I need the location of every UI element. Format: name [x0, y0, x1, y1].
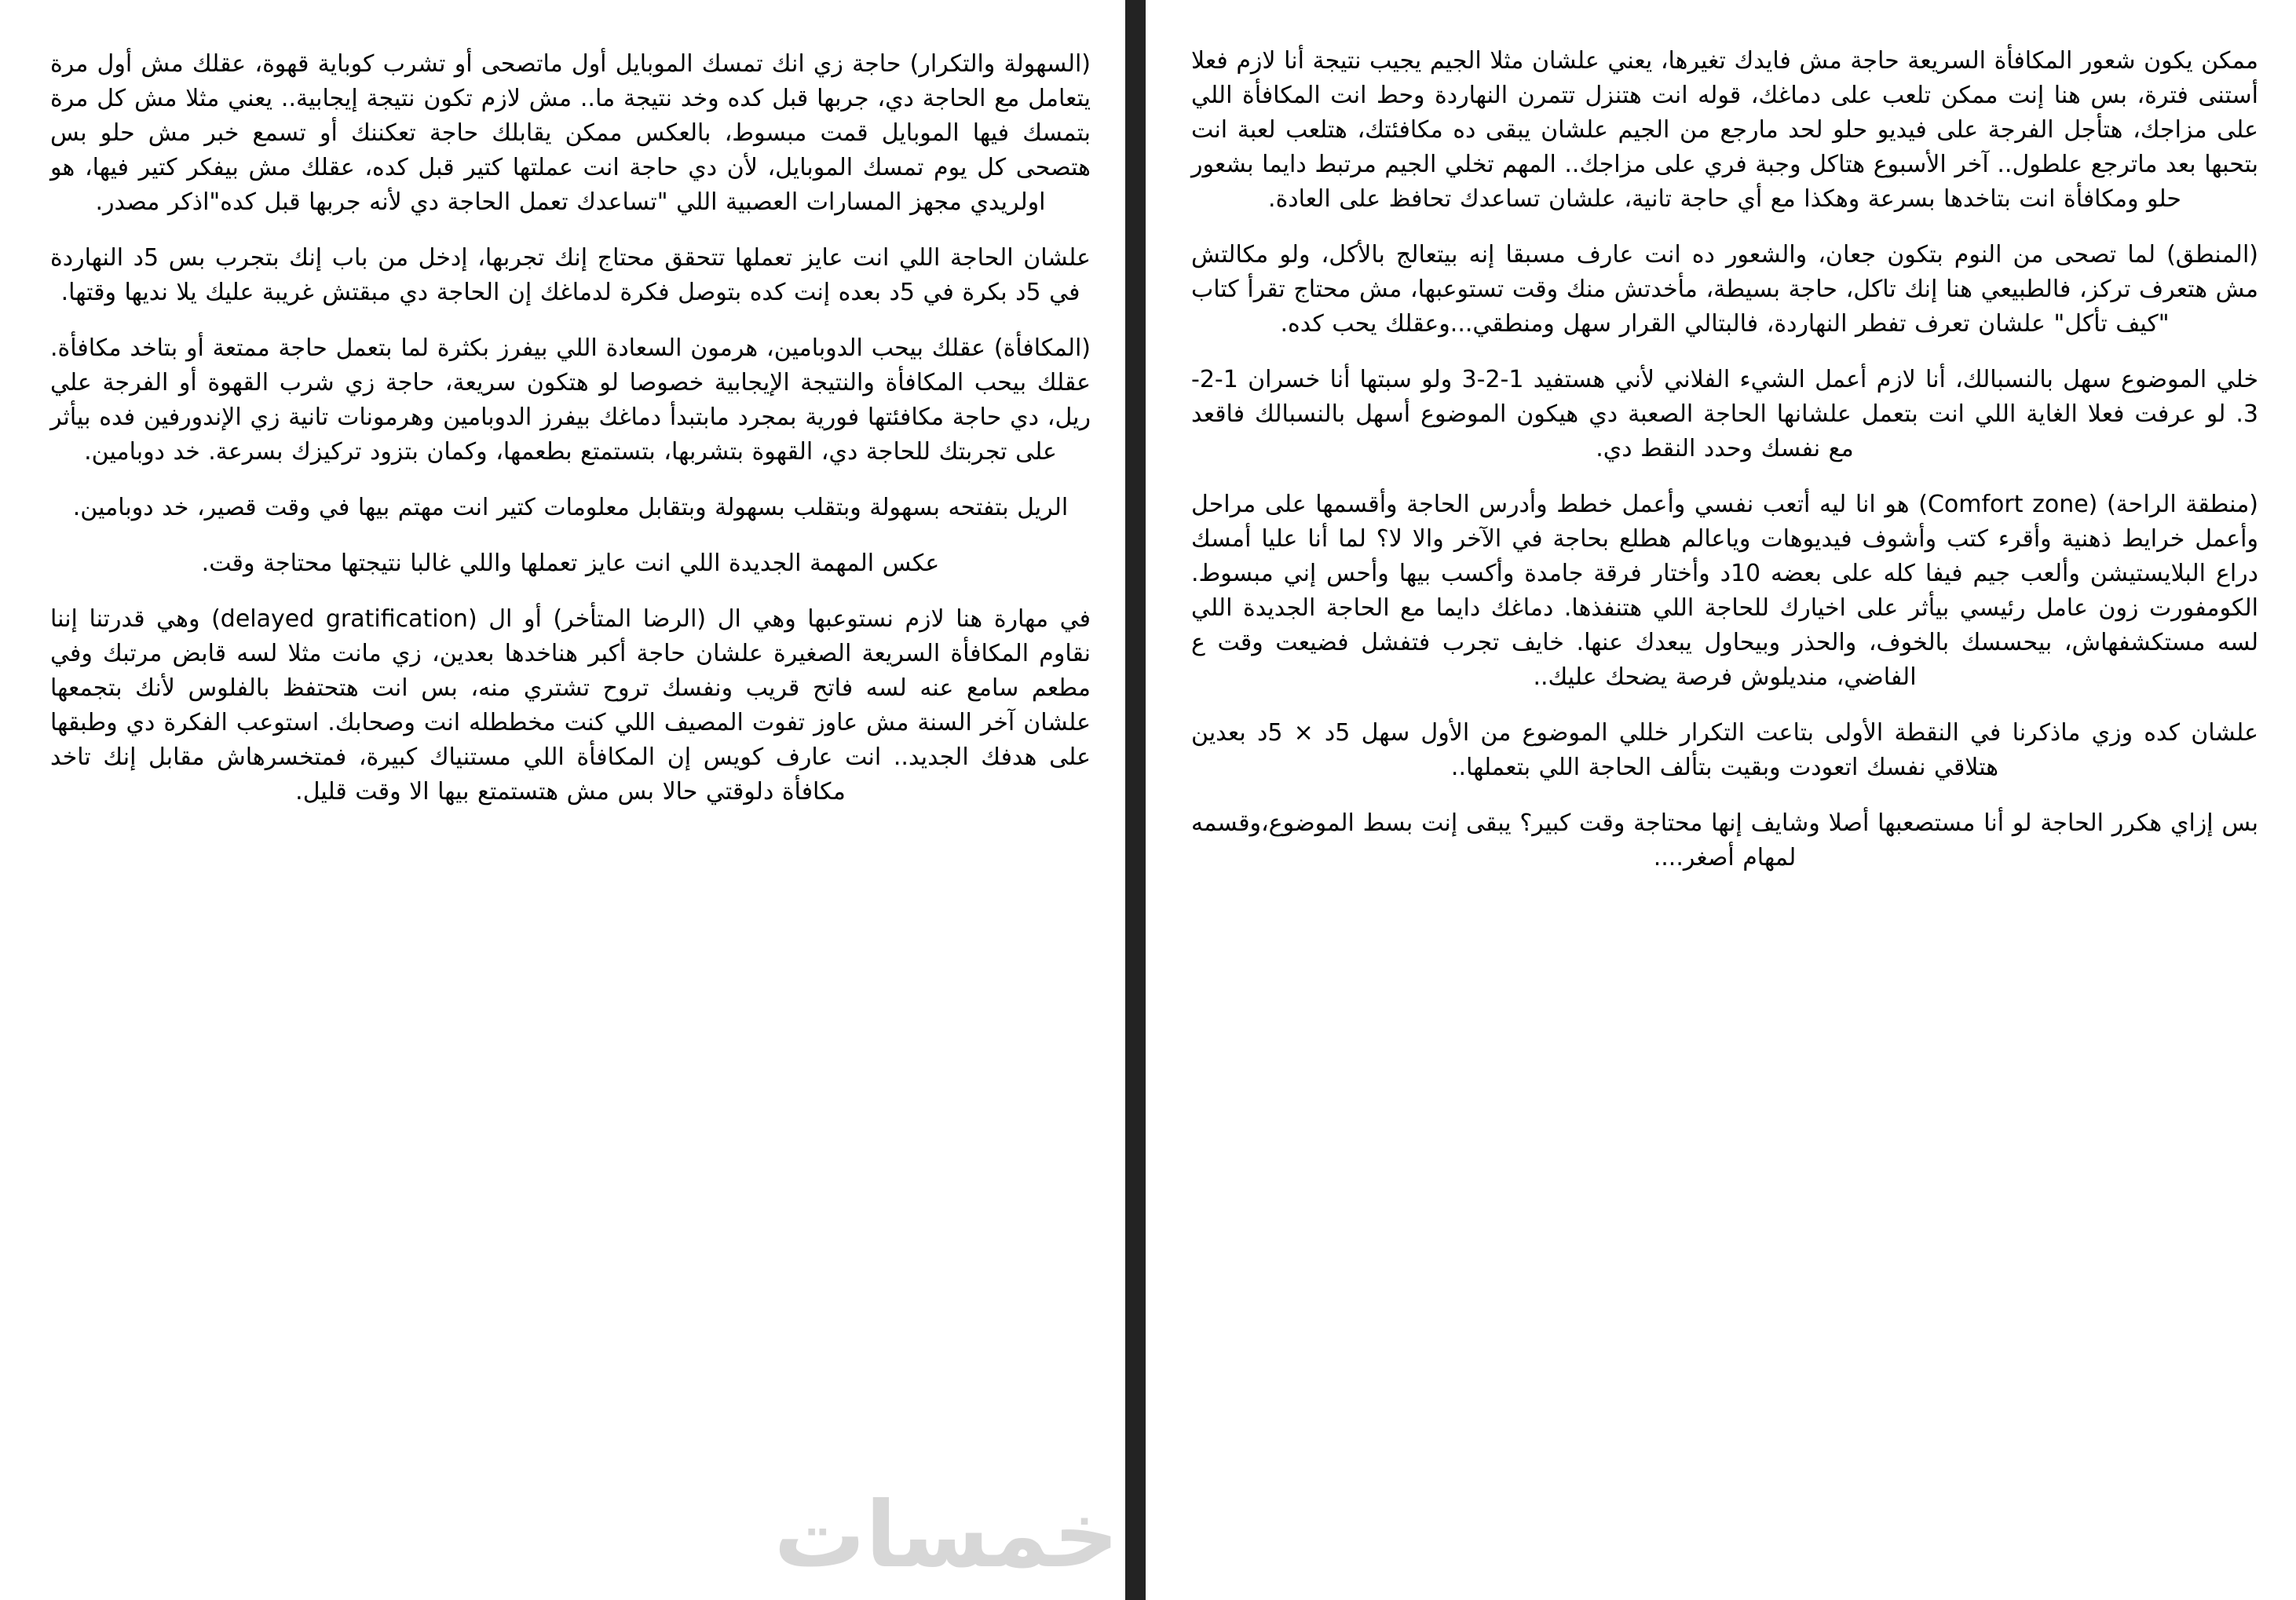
right-page-paragraph-1: ممكن يكون شعور المكافأة السريعة حاجة مش فايدك تغيرها، يعني علشان مثلا الجيم يجيب نتيجة أنا لازم فعلا أستنى فترة، بس هنا إنت ممكن تلعب على دماغك، قوله انت هتنزل تتمرن النهاردة وحط انت المكافأة اللي على مزاجك، هتأجل الفرجة على فيديو حلو لحد مارجع من الجيم علشان يبقى ده مكافئتك، هتلعب لعبة انت بتحبها بعد ماترجع علطول.. آخر الأسبوع هتاكل وجبة فري على مزاجك.. المهم تخلي الجيم مرتبط دايما بشعور حلو ومكافأة انت بتاخدها بسرعة وهكذا مع أي حاجة تانية، علشان تساعدك تحافظ على العادة.: [1191, 47, 2258, 213]
left-page-paragraph-2: علشان الحاجة اللي انت عايز تعملها تتحقق محتاج إنك تجربها، إدخل من باب إنك بتجرب بس 5د النهاردة في 5د بكرة في 5د بعده إنت كده بتوصل فكرة لدماغك إن الحاجة دي مبقتش غريبة عليك يلا نديها وقتها.: [50, 244, 1091, 306]
khamsat-watermark: خمسات: [773, 1482, 1119, 1588]
right-page-paragraph-2: (المنطق) لما تصحى من النوم بتكون جعان، والشعور ده انت عارف مسبقا إنه بيتعالج بالأكل، ولو مكالتش مش هتعرف تركز، فالطبيعي هنا إنك تاكل، حاجة بسيطة، مأخدتش منك وقت تستوعبها، مش محتاج تقرأ كتاب "كيف تأكل" علشان تعرف تفطر النهاردة، فالبتالي القرار سهل ومنطقي...وعقلك يحب كده.: [1191, 241, 2258, 338]
right-page: [1146, 0, 2296, 897]
right-page-paragraph-3: خلي الموضوع سهل بالنسبالك، أنا لازم أعمل الشيء الفلاني لأني هستفيد 1-2-3 ولو سبتها أنا خسران 1-2-3. لو عرفت فعلا الغاية اللي انت بتعمل علشانها الحاجة الصعبة دي هيكون الموضوع أسهل بالنسبالك فاقعد مع نفسك وحدد النقط دي.: [1191, 366, 2258, 462]
left-page-paragraph-5: عكس المهمة الجديدة اللي انت عايز تعملها واللي غالبا نتيجتها محتاجة وقت.: [201, 550, 940, 577]
right-page-paragraph-4: (منطقة الراحة) (Comfort zone) هو انا ليه أتعب نفسي وأعمل خطط وأدرس الحاجة وأقسمها على مراحل وأعمل خرايط ذهنية وأقرء كتب وأشوف فيديوهات وياعالم هطلع بحاجة في الآخر والا لا؟ لما أنا عليا أمسك دراع البلايستيشن وألعب جيم فيفا كله على بعضه 10د وأختار فرقة جامدة وأكسب بيها وأحس إني مبسوط. الكومفورت زون عامل رئيسي بيأثر على اخيارك للحاجة اللي هتنفذها. دماغك دايما مع الحاجة الجديدة اللي لسه مستكشفهاش، بيحسسك بالخوف، والحذر وبيحاول يبعدك عنها. خايف تجرب فتفشل فضيعت وقت ع الفاضي، منديلوش فرصة يضحك عليك..: [1191, 491, 2258, 691]
page-divider: [1125, 0, 1146, 1600]
left-page-paragraph-4: الريل بتفتحه بسهولة وبتقلب بسهولة وبتقابل معلومات كتير انت مهتم بيها في وقت قصير، خد دوبامين.: [72, 494, 1069, 521]
right-page-paragraph-6: بس إزاي هكرر الحاجة لو أنا مستصعبها أصلا وشايف إنها محتاجة وقت كبير؟ يبقى إنت بسط الموضوع،وقسمه لمهام أصغر....: [1191, 809, 2258, 871]
left-page-paragraph-1: (السهولة والتكرار) حاجة زي انك تمسك الموبايل أول ماتصحى أو تشرب كوباية قهوة، عقلك مش أول مرة يتعامل مع الحاجة دي، جربها قبل كده وخد نتيجة ما.. مش لازم تكون نتيجة إيجابية.. يعني مثلا مش كل مرة بتمسك فيها الموبايل قمت مبسوط، بالعكس ممكن يقابلك حاجة تعكننك أو تسمع خبر مش حلو بس هتصحى كل يوم تمسك الموبايل، لأن دي حاجة انت عملتها كتير قبل كده، عقلك مش بيفكر كتير فيها، هو اولريدي مجهز المسارات العصبية اللي "تساعدك تعمل الحاجة دي لأنه جربها قبل كده"اذكر مصدر.: [50, 50, 1091, 216]
right-page-paragraph-5: علشان كده وزي ماذكرنا في النقطة الأولى بتاعت التكرار خللي الموضوع من الأول سهل 5د × 5د بعدين هتلاقي نفسك اتعودت وبقيت بتألف الحاجة اللي بتعملها..: [1191, 719, 2258, 781]
left-page-paragraph-3: (المكافأة) عقلك بيحب الدوبامين، هرمون السعادة اللي بيفرز بكثرة لما بتعمل حاجة ممتعة أو بتاخد مكافأة. عقلك بيحب المكافأة والنتيجة الإيجابية خصوصا لو هتكون سريعة، حاجة زي شرب القهوة أو الفرجة علي ريل، دي حاجة مكافئتها فورية بمجرد مابتبدأ دماغك بيفرز الدوبامين وهرمونات تانية زي الإندورفين فده بيأثر على تجربتك للحاجة دي، القهوة بتشربها، بتستمتع بطعمها، وكمان بتزود تركيزك بسرعة. خد دوبامين.: [50, 334, 1091, 466]
left-page: [0, 0, 1125, 831]
left-page-paragraph-6: في مهارة هنا لازم نستوعبها وهي ال (الرضا المتأخر) أو ال (delayed gratification) وهي قدرتنا إننا نقاوم المكافأة السريعة الصغيرة علشان حاجة أكبر هناخدها بعدين، زي مانت مثلا لسه قابض مرتبك وفي مطعم سامع عنه لسه فاتح قريب ونفسك تروح تشتري منه، بس انت هتحتفظ بالفلوس لأنك بتجمعها علشان آخر السنة مش عاوز تفوت المصيف اللي كنت مخططله انت وصحابك. استوعب الفكرة دي وطبقها على هدفك الجديد.. انت عارف كويس إن المكافأة اللي مستنياك كبيرة، فمتخسرهاش مقابل إنك تاخد مكافأة دلوقتي حالا بس مش هتستمتع بيها الا وقت قليل.: [50, 605, 1091, 805]
